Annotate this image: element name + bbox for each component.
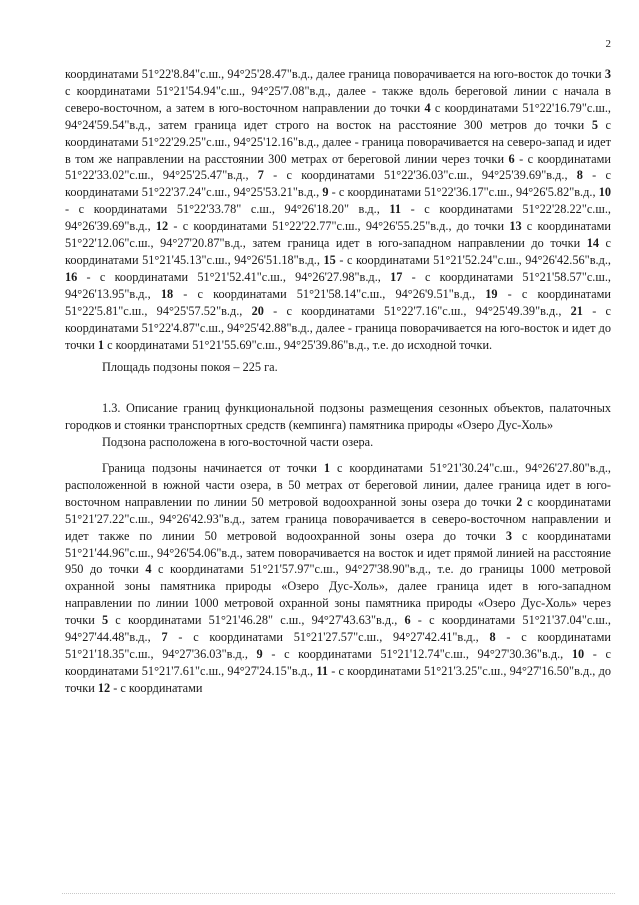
point-number: 5 (591, 117, 598, 132)
text-segment: с координатами 51°22'29.25"с.ш., 94°25'12.16"в.д., далее - граница поворачивается на северо-запад и идет в том же направлении на расстоянии 300 метрах от береговой линии через точки (65, 117, 611, 166)
point-number: 19 (485, 286, 498, 301)
scan-edge-line (62, 893, 615, 894)
text-segment: с координатами 51°22'16.79"с.ш., 94°24'59.54"в.д., затем граница идет строго на восток на расстояние 300 метров до точки (65, 100, 612, 132)
point-number: 4 (424, 100, 431, 115)
text-segment: - с координатами 51°21'58.57"с.ш., 94°26'13.95"в.д., (65, 269, 611, 301)
text-segment: - с координатами 51°22'37.24"с.ш., 94°25'53.21"в.д., (65, 168, 611, 200)
point-number: 6 (508, 151, 515, 166)
point-number: 2 (516, 494, 523, 509)
point-number: 16 (65, 269, 78, 284)
text-segment: - с координатами 51°22'36.03"с.ш., 94°25'39.69"в.д., (263, 168, 577, 183)
text-segment: - с координатами 51°22'36.17"с.ш., 94°26'5.82"в.д., (328, 185, 599, 200)
text-segment: с координатами 51°21'30.24"с.ш., 94°26'27.80"в.д., расположенной в южной части озера, в 50 метрах от береговой линии, далее граница идет в юго-восточном направлении по линии 50 метровой водоохранной зоны озера до точки (65, 461, 611, 509)
text-segment: с координатами 51°21'55.69"с.ш., 94°25'39.86"в.д., т.е. до исходной точки. (104, 337, 493, 352)
point-number: 14 (586, 236, 599, 251)
point-number: 7 (161, 630, 168, 645)
text-segment: - с координатами 51°21'7.61"с.ш., 94°27'24.15"в.д., (65, 647, 611, 678)
point-number: 20 (251, 303, 264, 318)
point-number: 4 (145, 562, 152, 577)
text-segment: с координатами 51°21'54.94"с.ш., 94°25'7.08"в.д., далее - также вдоль береговой линии с начала в северо-восточном, а затем в юго-восточном направлении до точки (65, 83, 611, 115)
point-number: 1 (323, 461, 331, 476)
page-number: 2 (605, 38, 611, 50)
text-segment: - с координатами 51°22'33.78" с.ш., 94°26'18.20" в.д., (65, 202, 390, 217)
point-number: 3 (505, 528, 512, 543)
text-segment: - с координатами 51°21'27.57"с.ш., 94°27'42.41"в.д., (167, 630, 490, 645)
point-number: 17 (390, 269, 403, 284)
location-statement: Подзона расположена в юго-восточной части озера. (102, 435, 374, 450)
point-number: 3 (604, 67, 611, 81)
section-heading-1-3: 1.3. Описание границ функциональной подзоны размещения сезонных объектов, палаточных городков и стоянки транспортных средств (кемпинга) памятника природы «Озеро Дус-Холь» (65, 401, 611, 433)
text-segment: - с координатами 51°21'12.74"с.ш., 94°27'30.36"в.д., (262, 647, 572, 661)
point-number: 11 (316, 663, 328, 678)
boundary-paragraph-rest-subzone (65, 66, 611, 353)
point-number: 7 (257, 168, 264, 183)
text-segment: - с координатами 51°22'4.87"с.ш., 94°25'42.88"в.д., далее - граница поворачивается на юго-восток и идет до точки (65, 303, 611, 352)
point-number: 9 (256, 647, 263, 661)
text-segment: - с координатами 51°22'33.02"с.ш., 94°25'25.47"в.д., (65, 151, 612, 183)
point-number: 18 (160, 286, 174, 301)
text-segment: - с координатами (110, 680, 203, 695)
point-number: 12 (97, 680, 111, 695)
point-number: 9 (322, 185, 329, 200)
text-segment: с координатами 51°21'57.97"с.ш., 94°27'38.90"в.д., т.е. до границы 1000 метровой охранной зоны памятника природы «Озеро Дус-Холь», далее граница идет в юго-западном направлении по линии 1000 метровой охранной зоны памятника природы «Озеро Дус-Холь» через точки (65, 562, 611, 628)
point-number: 12 (155, 219, 169, 234)
text-segment: Граница подзоны начинается от точки (102, 461, 324, 476)
point-number: 8 (576, 168, 583, 183)
point-number: 21 (570, 303, 583, 318)
point-number: 13 (509, 219, 522, 234)
text-segment: - с координатами 51°21'58.14"с.ш., 94°26'9.51"в.д., (173, 286, 486, 301)
point-number: 5 (101, 613, 109, 628)
text-segment: с координатами 51°21'44.96"с.ш., 94°26'54.06"в.д., затем поворачивается на восток и идет прямой линией на расстояние 950 до точки (65, 528, 611, 577)
point-number: 10 (571, 647, 585, 661)
point-number: 11 (389, 202, 402, 217)
text-segment: - с координатами 51°22'28.22"с.ш., 94°26'39.69"в.д., (65, 202, 611, 234)
text-segment: координатами 51°22'8.84"с.ш., 94°25'28.47"в.д., далее граница поворачивается на юго-восток до точки (65, 67, 605, 81)
point-number: 10 (598, 185, 611, 200)
point-number: 6 (404, 613, 411, 628)
document-body (65, 66, 611, 697)
text-segment: с координатами 51°21'27.22"с.ш., 94°26'42.93"в.д., затем граница поворачивается в северо-восточном направлении и идет также по линии 50 метровой водоохранной зоны озера до точки (65, 494, 611, 543)
text-segment: с координатами 51°22'12.06"с.ш., 94°27'20.87"в.д., затем граница идет в юго-западном направлении до точки (65, 219, 611, 251)
area-statement: Площадь подзоны покоя – 225 га. (102, 360, 278, 375)
text-segment: - с координатами 51°21'3.25"с.ш., 94°27'16.50"в.д., до точки (65, 663, 611, 695)
boundary-paragraph-camping-subzone (65, 460, 611, 697)
point-number: 1 (97, 337, 105, 352)
text-segment: - с координатами 51°22'22.77"с.ш., 94°26'55.25"в.д., до точки (168, 219, 510, 234)
text-segment: - с координатами 51°21'52.24"с.ш., 94°26'42.56"в.д., (335, 252, 611, 267)
text-segment: - с координатами 51°21'52.41"с.ш., 94°26'27.98"в.д., (77, 269, 391, 284)
text-segment: - с координатами 51°21'18.35"с.ш., 94°27'36.03"в.д., (65, 630, 611, 661)
text-segment: с координатами 51°21'45.13"с.ш., 94°26'51.18"в.д., (65, 236, 611, 267)
text-segment: - с координатами 51°22'7.16"с.ш., 94°25'49.39"в.д., (263, 303, 571, 318)
text-segment: - с координатами 51°21'37.04"с.ш., 94°27'44.48"в.д., (65, 613, 611, 645)
point-number: 15 (323, 252, 336, 267)
text-segment: - с координатами 51°22'5.81"с.ш., 94°25'57.52"в.д., (65, 286, 611, 318)
text-segment: с координатами 51°21'46.28" с.ш., 94°27'43.63"в.д., (108, 613, 405, 628)
point-number: 8 (489, 630, 496, 645)
